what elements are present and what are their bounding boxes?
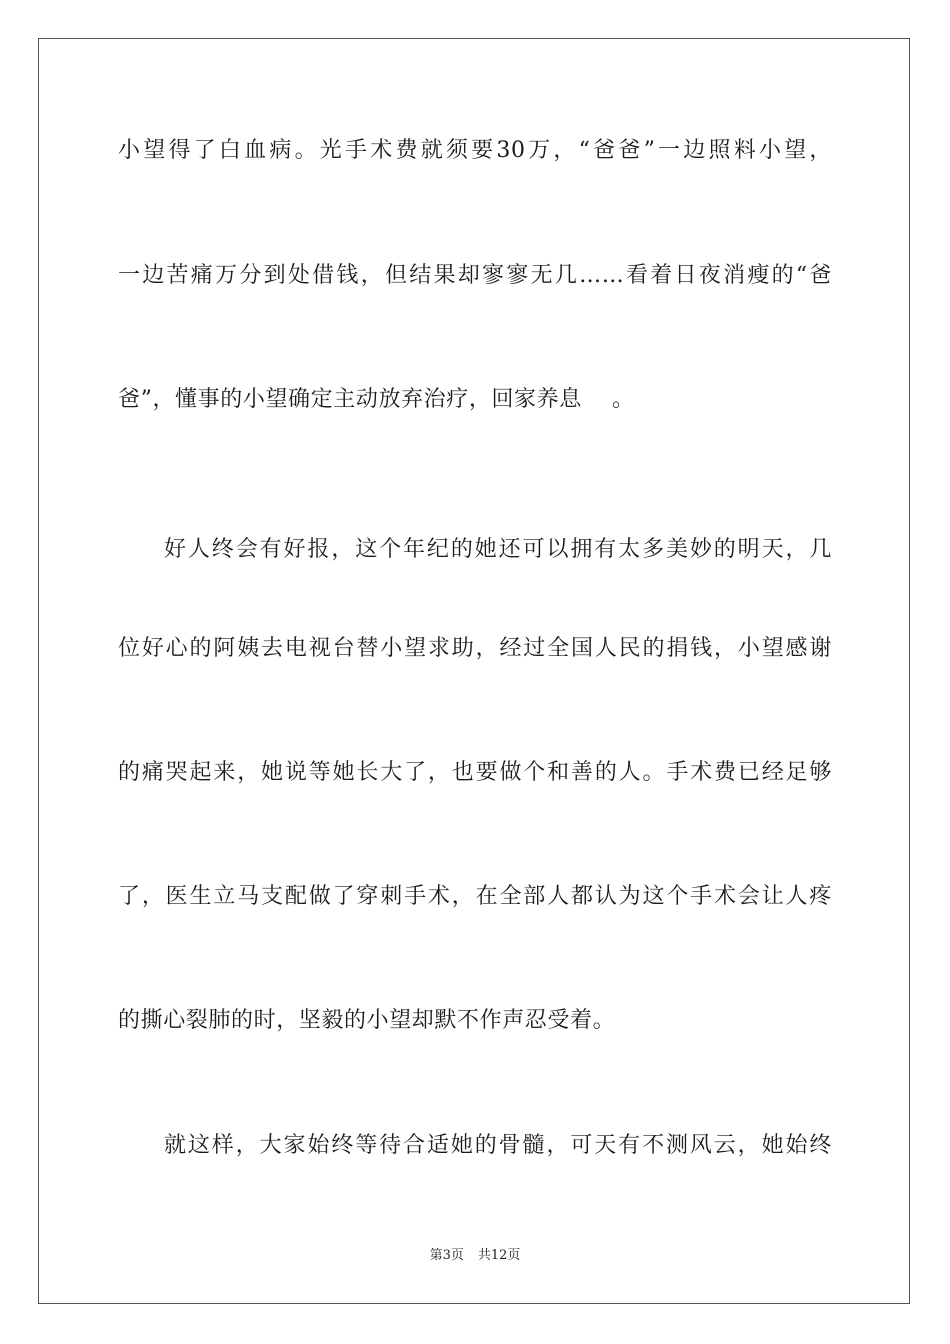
paragraph-line-5: 位好心的阿姨去电视台替小望求助，经过全国人民的捐钱，小望感谢 [118,636,832,661]
paragraph-line-2: 一边苦痛万分到处借钱，但结果却寥寥无几……看着日夜消瘦的“爸 [118,263,832,288]
paragraph-line-1: 小望得了白血病。光手术费就须要30万，“爸爸”一边照料小望， [118,138,832,163]
page-frame [38,38,910,1304]
paragraph-line-9: 就这样，大家始终等待合适她的骨髓，可天有不测风云，她始终 [164,1133,832,1158]
paragraph-line-4: 好人终会有好报，这个年纪的她还可以拥有太多美妙的明天，几 [164,537,832,562]
paragraph-line-7: 了，医生立马支配做了穿刺手术，在全部人都认为这个手术会让人疼 [118,884,832,909]
page-number: 第3页 [429,1248,464,1263]
page-footer [0,1247,950,1265]
paragraph-line-3: 爸”，懂事的小望确定主动放弃治疗，回家养息 。 [118,387,635,412]
paragraph-line-8: 的撕心裂肺的时，坚毅的小望却默不作声忍受着。 [118,1008,616,1033]
page-total: 共12页 [477,1248,521,1263]
paragraph-line-6: 的痛哭起来，她说等她长大了，也要做个和善的人。手术费已经足够 [118,760,832,785]
